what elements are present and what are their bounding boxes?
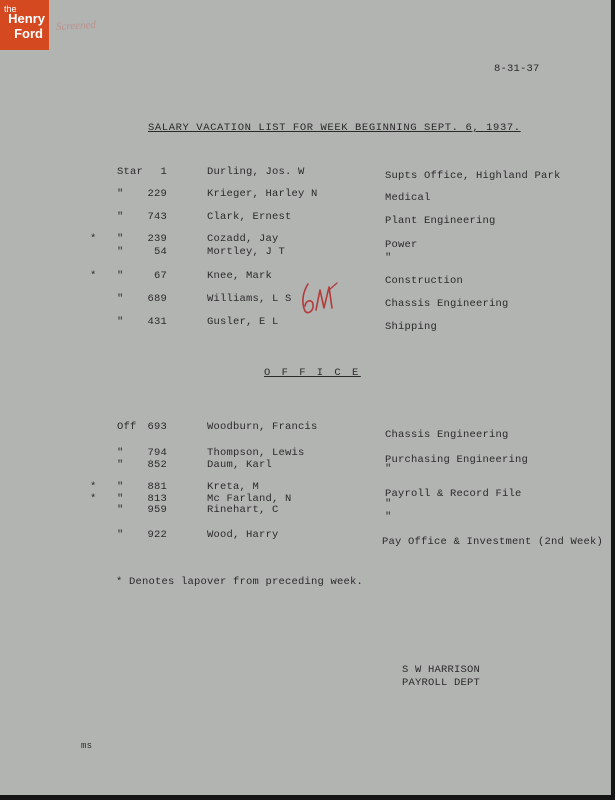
table-row: [0, 233, 615, 251]
roll-type: ": [117, 188, 124, 200]
badge-number: 239: [147, 233, 167, 245]
table-row: [0, 211, 615, 225]
badge-number: 693: [147, 421, 167, 433]
lapover-footnote: * Denotes lapover from preceding week.: [116, 576, 364, 588]
roll-type: ": [117, 493, 124, 505]
roll-type: ": [117, 293, 124, 305]
handwritten-initials-signature: [296, 278, 342, 316]
table-row: [0, 316, 615, 333]
scan-border-right: [611, 0, 615, 800]
signer-department: PAYROLL DEPT: [402, 677, 481, 689]
table-row: [0, 504, 615, 523]
badge-number: 229: [147, 188, 167, 200]
signer-name: S W HARRISON: [402, 664, 481, 676]
employee-name: Williams, L S: [207, 293, 292, 305]
badge-number: 813: [147, 493, 167, 505]
employee-name: Woodburn, Francis: [207, 421, 318, 433]
roll-type: ": [117, 316, 124, 328]
department: ": [385, 511, 392, 523]
department: Supts Office, Highland Park: [385, 170, 561, 182]
logo-text-henry: Henry: [8, 11, 45, 26]
scan-border-bottom: [0, 795, 615, 800]
document-title: SALARY VACATION LIST FOR WEEK BEGINNING SEPT. 6, 1937.: [148, 122, 521, 134]
roll-type: Star: [117, 166, 144, 178]
badge-number: 54: [153, 246, 167, 258]
badge-number: 922: [147, 529, 167, 541]
badge-number: 1: [160, 166, 167, 178]
department: Plant Engineering: [385, 215, 496, 227]
department: Pay Office & Investment (2nd Week): [382, 536, 604, 548]
table-row: [0, 188, 615, 202]
roll-type: ": [117, 211, 124, 223]
roll-type: ": [117, 481, 124, 493]
table-row: [0, 529, 615, 548]
department: Power: [385, 239, 418, 251]
badge-number: 881: [147, 481, 167, 493]
department: Purchasing Engineering: [385, 454, 529, 466]
table-row: [0, 459, 615, 473]
employee-name: Rinehart, C: [207, 504, 279, 516]
badge-number: 67: [153, 270, 167, 282]
employee-name: Wood, Harry: [207, 529, 279, 541]
department: Chassis Engineering: [385, 429, 509, 441]
employee-name: Krieger, Harley N: [207, 188, 318, 200]
badge-number: 794: [147, 447, 167, 459]
department: Construction: [385, 275, 464, 287]
badge-number: 959: [147, 504, 167, 516]
roll-type: ": [117, 246, 124, 258]
lapover-mark: *: [90, 481, 97, 493]
employee-name: Mc Farland, N: [207, 493, 292, 505]
department: Medical: [385, 192, 431, 204]
badge-number: 852: [147, 459, 167, 471]
roll-type: ": [117, 447, 124, 459]
henry-ford-logo: [0, 0, 49, 50]
badge-number: 431: [147, 316, 167, 328]
document-date: 8-31-37: [494, 63, 540, 75]
employee-name: Clark, Ernest: [207, 211, 292, 223]
table-row: [0, 166, 615, 180]
lapover-mark: *: [90, 270, 97, 282]
badge-number: 689: [147, 293, 167, 305]
logo-text-the: the: [4, 4, 17, 14]
department: Chassis Engineering: [385, 298, 509, 310]
badge-number: 743: [147, 211, 167, 223]
table-row: [0, 246, 615, 264]
employee-name: Mortley, J T: [207, 246, 286, 258]
department: ": [385, 498, 392, 510]
employee-name: Cozadd, Jay: [207, 233, 279, 245]
department: ": [385, 463, 392, 475]
roll-type: ": [117, 529, 124, 541]
roll-type: Off: [117, 421, 137, 433]
lapover-mark: *: [90, 233, 97, 245]
office-section-heading: O F F I C E: [264, 367, 361, 379]
roll-type: ": [117, 233, 124, 245]
table-row: [0, 421, 615, 441]
employee-name: Daum, Karl: [207, 459, 273, 471]
employee-name: Durling, Jos. W: [207, 166, 305, 178]
roll-type: ": [117, 459, 124, 471]
typist-initials: ms: [81, 741, 93, 751]
lapover-mark: *: [90, 493, 97, 505]
department: ": [385, 252, 392, 264]
screened-stamp: Screened: [55, 18, 97, 34]
department: Payroll & Record File: [385, 488, 522, 500]
roll-type: ": [117, 270, 124, 282]
employee-name: Thompson, Lewis: [207, 447, 305, 459]
department: Shipping: [385, 321, 438, 333]
employee-name: Kreta, M: [207, 481, 260, 493]
employee-name: Knee, Mark: [207, 270, 273, 282]
logo-text-ford: Ford: [14, 26, 43, 41]
roll-type: ": [117, 504, 124, 516]
employee-name: Gusler, E L: [207, 316, 279, 328]
